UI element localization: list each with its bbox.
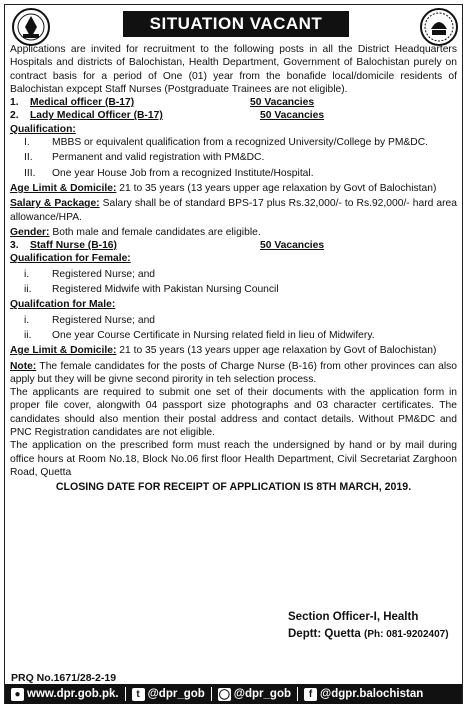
age-limit-label: Age Limit & Domicile: <box>10 182 117 194</box>
post-row <box>10 239 457 252</box>
salary-paragraph <box>10 197 457 224</box>
salary-text: Salary shall be of standard BPS-17 plus Rs.32,000/- to Rs.92,000/- hard area allowance/HPA. <box>10 198 457 223</box>
item-numeral: ii. <box>24 329 32 341</box>
website-text: www.dpr.gob.pk. <box>27 688 119 700</box>
qualification-item <box>10 283 457 296</box>
age-limit-text: 21 to 35 years (13 years upper age relaxation by Govt of Balochistan) <box>116 345 437 357</box>
facebook-handle: @dgpr.balochistan <box>320 688 424 700</box>
item-numeral: ii. <box>24 284 32 296</box>
item-text: Permanent and valid registration with PM&DC. <box>52 152 265 164</box>
signatory-title: Section Officer-I, Health <box>288 611 419 623</box>
qualification-item <box>10 329 457 342</box>
page-title: SITUATION VACANT <box>123 11 349 37</box>
footer-instagram[interactable] <box>218 688 291 701</box>
post-row <box>10 96 457 109</box>
intro-paragraph: Applications are invited for recruitment to the following posts in all the District Headquarters Hospitals and districts of Balochistan, Health Department, Government of Balochistan purely on contract basis for a period of One (01) year from the bonafide local/domicile residents of Balochistan expcept Staff Nurses (Postgraduate Trainees are not eligible). <box>10 44 457 95</box>
post-row <box>10 109 457 122</box>
gender-paragraph <box>10 226 457 239</box>
age-limit-label: Age Limit & Domicile: <box>10 345 117 357</box>
female-qualification-heading: Qualification for Female: <box>10 253 131 265</box>
item-text: Registered Nurse; and <box>52 314 156 326</box>
post-number: 3. <box>10 240 19 252</box>
signature-block <box>288 609 449 643</box>
department-seal-icon <box>419 7 459 47</box>
post-title: Medical officer (B-17) <box>30 97 135 109</box>
submission-paragraph: The application on the prescribed form must reach the undersigned by hand or by mail during office hours at Room No.18, Block No.06 first floor Health Department, Civil Secretariat Zarghoon Road, Quetta <box>10 440 457 478</box>
footer-facebook[interactable] <box>304 688 423 701</box>
footer-twitter[interactable] <box>132 688 205 701</box>
signatory-office-line <box>288 626 449 643</box>
note-text: The female candidates for the posts of Charge Nurse (B-16) from other provinces can also apply but they will be givne second pirority in teh selection process. <box>10 360 457 385</box>
post-number: 1. <box>10 97 19 109</box>
item-numeral: III. <box>24 167 36 179</box>
footer-website[interactable] <box>11 688 119 701</box>
age-limit-paragraph <box>10 182 457 195</box>
qualification-item <box>10 314 457 327</box>
footer-divider <box>211 687 212 701</box>
twitter-handle: @dpr_gob <box>147 688 205 700</box>
balochistan-emblem-icon <box>11 7 51 47</box>
footer-bar <box>5 684 462 704</box>
qualification-item <box>10 268 457 281</box>
gender-label: Gender: <box>10 226 50 238</box>
instagram-handle: @dpr_gob <box>233 688 292 700</box>
closing-date: CLOSING DATE FOR RECEIPT OF APPLICATION IS 8TH MARCH, 2019. <box>55 481 412 494</box>
twitter-icon: t <box>132 688 145 701</box>
item-numeral: i. <box>24 314 30 326</box>
post-vacancies: 50 Vacancies <box>250 97 315 109</box>
instagram-icon: ◯ <box>218 688 230 700</box>
post-title: Staff Nurse (B-16) <box>30 240 117 252</box>
documents-paragraph: The applicants are required to submit one set of their documents with the application form in proper file cover, alongwith 04 passport size photographs and 03 character certificates. The candidates should also mention their postal address and contact details. Without PM&DC and PNC Registration candidates are not eligible. <box>10 387 457 439</box>
item-numeral: I. <box>24 137 30 149</box>
footer-divider <box>297 687 298 701</box>
qualification-heading: Qualification: <box>10 123 76 135</box>
facebook-icon: f <box>304 688 317 701</box>
advertisement-page <box>4 4 463 704</box>
post-title: Lady Medical Officer (B-17) <box>30 110 163 122</box>
globe-icon: ● <box>11 688 24 701</box>
qualification-item <box>10 136 457 149</box>
age-limit-paragraph <box>10 344 457 357</box>
age-limit-text: 21 to 35 years (13 years upper age relaxation by Govt of Balochistan) <box>116 182 437 194</box>
qualification-item <box>10 167 457 180</box>
item-text: Registered Nurse; and <box>52 268 156 280</box>
item-numeral: i. <box>24 268 30 280</box>
item-numeral: II. <box>24 152 33 164</box>
salary-label: Salary & Package: <box>10 198 100 210</box>
post-vacancies: 50 Vacancies <box>260 110 325 122</box>
advertisement-body <box>10 43 457 495</box>
note-label: Note: <box>10 360 37 372</box>
qualification-item <box>10 151 457 164</box>
gender-text: Both male and female candidates are eligible. <box>49 226 261 238</box>
post-vacancies: 50 Vacancies <box>260 240 325 252</box>
signatory-phone: (Ph: 081-9202407) <box>364 629 449 640</box>
male-qualification-heading: Qualifcation for Male: <box>10 299 116 311</box>
item-text: Registered Midwife with Pakistan Nursing Council <box>52 284 279 296</box>
item-text: MBBS or equivalent qualification from a recognized University/College by PM&DC. <box>52 137 429 149</box>
prq-number: PRQ No.1671/28-2-19 <box>11 672 117 684</box>
item-text: One year Course Certificate in Nursing related field in lieu of Midwifery. <box>52 329 375 341</box>
note-paragraph <box>10 360 457 387</box>
item-text: One year House Job from a recognized Institute/Hospital. <box>52 167 314 179</box>
footer-divider <box>125 687 126 701</box>
post-number: 2. <box>10 110 19 122</box>
signatory-department: Deptt: Quetta <box>288 628 361 640</box>
